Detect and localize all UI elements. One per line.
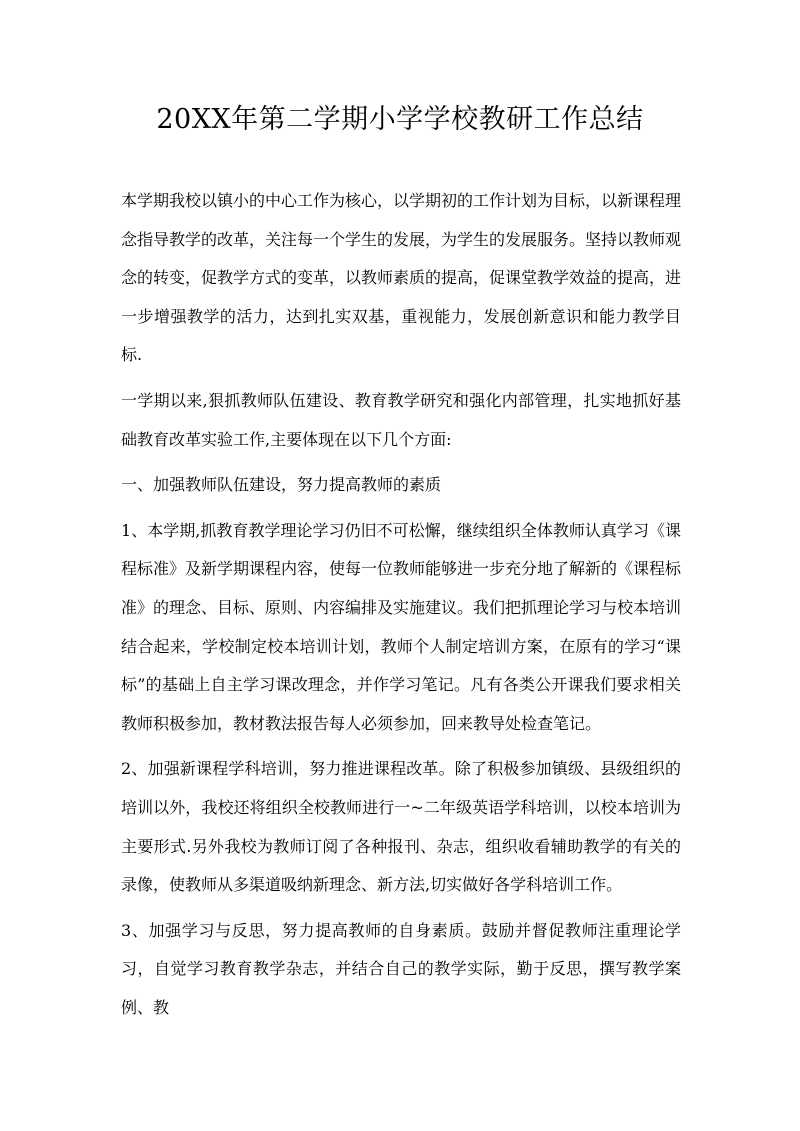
paragraph-item-2: 2、加强新课程学科培训，努力推进课程改革。除了积极参加镇级、县级组织的培训以外，我校还将组织全校教师进行一~二年级英语学科培训，以校本培训为主要形式.另外我校为教师订阅了各种报刊、杂志，组织收看辅助教学的有关的录像，使教师从多渠道吸纳新理念、新方法,切实做好各学科培训工作。 <box>121 759 681 895</box>
document-body <box>121 182 681 1034</box>
paragraph-intro: 本学期我校以镇小的中心工作为核心，以学期初的工作计划为目标，以新课程理念指导教学的改革，关注每一个学生的发展，为学生的发展服务。坚持以教师观念的转变，促教学方式的变革，以教师素质的提高，促课堂教学效益的提高，进一步增强教学的活力，达到扎实双基，重视能力，发展创新意识和能力教学目标. <box>121 191 682 365</box>
paragraph-overview: 一学期以来,狠抓教师队伍建设、教育教学研究和强化内部管理，扎实地抓好基础教育改革实验工作,主要体现在以下几个方面: <box>121 390 681 449</box>
section-heading-1: 一、加强教师队伍建设，努力提高教师的素质 <box>121 475 442 495</box>
document-title: 20XX年第二学期小学学校教研工作总结 <box>156 104 644 135</box>
paragraph-item-1: 1、本学期,抓教育教学理论学习仍旧不可松懈，继续组织全体教师认真学习《课程标准》及新学期课程内容，使每一位教师能够进一步充分地了解新的《课程标准》的理念、目标、原则、内容编排及实施建议。我们把抓理论学习与校本培训结合起来，学校制定校本培训计划，教师个人制定培训方案，在原有的学习“课标”的基础上自主学习课改理念，并作学习笔记。凡有各类公开课我们要求相关教师积极参加，教材教法报告每人必须参加，回来教导处检查笔记。 <box>121 520 682 733</box>
paragraph-item-3: 3、加强学习与反思，努力提高教师的自身素质。鼓励并督促教师注重理论学习，自觉学习教育教学杂志，并结合自己的教学实际，勤于反思，撰写教学案例、教 <box>121 920 681 1017</box>
